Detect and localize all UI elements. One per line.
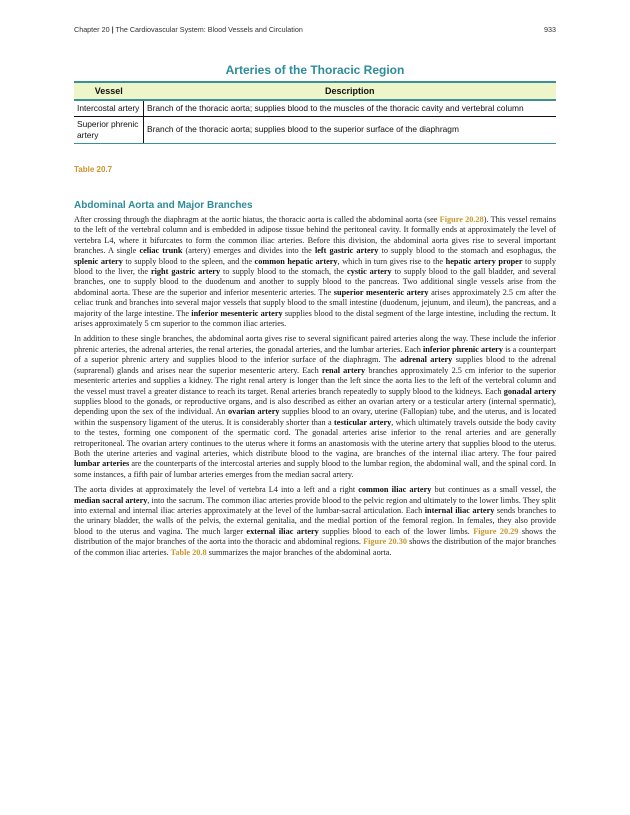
text-run: supplies blood to the adrenal (suprarenal) glands and arises near the superior mesenteric artery. Each	[74, 355, 556, 375]
page-number: 933	[544, 25, 556, 34]
key-term: testicular artery	[334, 417, 392, 427]
text-run: are the counterparts of the intercostal arteries and supply blood to the lumbar region, the abdominal wall, and the spinal cord. In some instances, a fifth pair of lumbar arteries emerges from the median sacral artery.	[74, 459, 556, 479]
text-run: In addition to these single branches, the abdominal aorta gives rise to several significant paired arteries along the way. These include the inferior phrenic arteries, the adrenal arteries, the renal arteries, the gonadal arteries, and the lumbar arteries. Each	[74, 334, 556, 354]
key-term: left gastric artery	[314, 246, 379, 256]
cross-reference-link[interactable]: Figure 20.30	[363, 537, 407, 547]
text-run: branches approximately 2.5 cm inferior to the superior mesenteric arteries and supplies a kidney. The right renal artery is longer than the left since the aorta lies to the left of the vertebral column and the vessel must travel a greater distance to reach its target. Renal arteries branch repeatedly to supply blood to the kidneys. Each	[74, 365, 556, 396]
key-term: inferior phrenic artery	[423, 344, 503, 354]
text-run: (artery) emerges and divides into the	[182, 246, 315, 256]
key-term: gonadal artery	[503, 386, 556, 396]
key-term: adrenal artery	[400, 355, 453, 365]
running-header	[74, 25, 556, 34]
text-run: to supply blood to the stomach, the	[220, 267, 348, 277]
key-term: hepatic artery proper	[445, 256, 523, 266]
text-run: , into the sacrum. The common iliac arteries provide blood to the pelvic region and ultimately to the lower limbs. They split into external and internal iliac arteries approximately at the level of the lumbar-sacral articulation. Each	[74, 495, 556, 515]
cross-reference-link[interactable]: Table 20.8	[170, 547, 207, 557]
vessel-cell: Superior phrenic artery	[74, 116, 144, 143]
key-term: right gastric artery	[150, 267, 221, 277]
table-label: Table 20.7	[74, 165, 113, 174]
vessel-cell: Intercostal artery	[74, 100, 144, 116]
text-run: , which ultimately travels outside the body cavity to the testes, forming one component of the spermatic cord. The gonadal arteries arise inferior to the renal arteries and are generally retroperitoneal. The ovarian artery continues to the uterus where it forms an anastomosis with the uterine artery that supplies blood to the uterus. Both the uterine arteries and vaginal arteries, which distribute blood to the vagina, are branches of the internal iliac artery. The four paired	[74, 417, 556, 458]
text-run: but continues as a small vessel, the	[431, 485, 556, 495]
text-run: supplies blood to the gonads, or reproductive organs, and is also described as either an ovarian artery or a testicular artery (internal spermatic), depending upon the sex of the individual. An	[74, 396, 556, 417]
body-text	[74, 215, 556, 563]
arteries-table	[74, 81, 556, 144]
text-run: , which in turn gives rise to the	[337, 256, 446, 266]
table-row	[74, 100, 556, 116]
key-term: splenic artery	[74, 256, 123, 266]
description-cell: Branch of the thoracic aorta; supplies blood to the superior surface of the diaphragm	[144, 116, 557, 143]
cross-reference-link[interactable]: Figure 20.28	[439, 215, 484, 224]
text-run: shows the distribution of the major branches of the common iliac arteries.	[74, 537, 556, 557]
key-term: common hepatic artery	[254, 256, 338, 266]
text-run: ). This vessel remains to the left of the vertebral column and is embedded in adipose tissue behind the peritoneal cavity. It formally ends at approximately the level of vertebra L4, where it bifurcates to form the common iliac arteries. Before this division, the abdominal aorta gives rise to several important branches. A single	[74, 215, 556, 256]
text-run: The aorta divides at approximately the level of vertebra L4 into a left and a right	[74, 485, 359, 495]
table-title: Arteries of the Thoracic Region	[225, 63, 405, 77]
key-term: internal iliac artery	[424, 505, 495, 515]
chapter-number: Chapter 20	[74, 25, 110, 34]
text-run: supplies blood to the distal segment of the large intestine, including the rectum. It arises approximately 5 cm superior to the common iliac arteries.	[74, 308, 556, 329]
chapter-title: The Cardiovascular System: Blood Vessels and Circulation	[115, 25, 303, 34]
key-term: external iliac artery	[246, 526, 319, 536]
header-description: Description	[144, 82, 557, 100]
text-run: sends branches to the urinary bladder, the walls of the pelvis, the external genitalia, and the medial portion of the femoral region. In females, they also provide blood to the uterus and vagina. The much larger	[74, 505, 556, 536]
header-separator: |	[111, 25, 114, 34]
section-heading: Abdominal Aorta and Major Branches	[74, 200, 253, 211]
key-term: lumbar arteries	[74, 459, 130, 469]
paragraph-3	[74, 485, 556, 558]
text-run: After crossing through the diaphragm at the aortic hiatus, the thoracic aorta is called the abdominal aorta (see	[74, 215, 440, 224]
table-header-row	[74, 82, 556, 100]
text-run: to supply blood to the liver, the	[74, 256, 557, 277]
key-term: ovarian artery	[227, 407, 280, 417]
text-run: to supply blood to the stomach and esophagus, the	[378, 246, 557, 256]
text-run: arises approximately 2.5 cm after the celiac trunk and branches into several major vessels that supply blood to the small intestine (duodenum, jejunum, and ileum), the pancreas, and a majority of the large intestine. The	[74, 287, 556, 318]
key-term: renal artery	[321, 365, 366, 375]
text-run: shows the distribution of the major branches of the aorta into the thoracic and abdominal regions.	[74, 526, 556, 547]
text-run: to supply blood to the gall bladder, and several branches, one to supply blood to the duodenum and another to supply blood to the pancreas. Two additional single vessels arise from the abdominal aorta. These are the superior and inferior mesenteric arteries. The	[74, 267, 557, 297]
text-run: supplies blood to each of the lower limbs.	[318, 526, 474, 536]
text-run: to supply blood to the spleen, and the	[122, 256, 255, 266]
key-term: common iliac artery	[358, 485, 432, 495]
key-term: superior mesenteric artery	[333, 287, 429, 297]
key-term: median sacral artery	[74, 495, 148, 505]
text-run: summarizes the major branches of the abdominal aorta.	[206, 547, 392, 557]
paragraph-2	[74, 334, 556, 480]
text-run: supplies blood to an ovary, uterine (Fallopian) tube, and the uterus, and is located within the suspensory ligament of the uterus. It is considerably shorter than a	[74, 407, 556, 427]
description-cell: Branch of the thoracic aorta; supplies blood to the muscles of the thoracic cavity and vertebral column	[144, 100, 557, 116]
table-row	[74, 116, 556, 143]
header-vessel: Vessel	[74, 82, 144, 100]
key-term: cystic artery	[347, 267, 392, 277]
key-term: celiac trunk	[139, 246, 183, 256]
paragraph-1	[74, 215, 556, 329]
cross-reference-link[interactable]: Figure 20.29	[473, 526, 519, 536]
key-term: inferior mesenteric artery	[191, 308, 283, 318]
text-run: is a counterpart of a superior phrenic artery and supplies blood to the inferior surface of the diaphragm. The	[74, 344, 556, 365]
chapter-header	[74, 25, 303, 34]
